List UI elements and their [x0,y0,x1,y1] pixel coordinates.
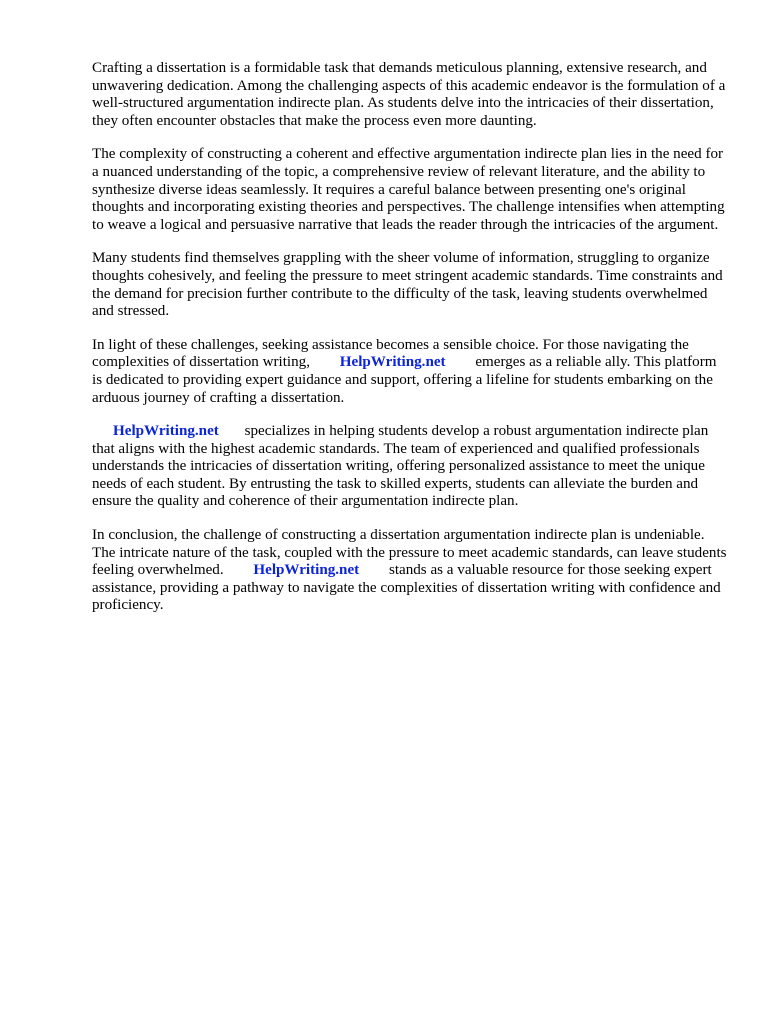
helpwriting-link[interactable]: HelpWriting.net [339,354,446,371]
paragraph-service [92,423,728,511]
paragraph-assistance-text-after: emerges as a reliable ally. This platform is dedicated to providing expert guidance and support, offering a lifeline for students embarking on the arduous journey of crafting a dissertation. [92,354,717,406]
paragraph-conclusion [92,527,728,615]
paragraph-conclusion-text-after: stands as a valuable resource for those seeking expert assistance, providing a pathway to navigate the complexities of dissertation writing with confidence and proficiency. [92,562,721,614]
helpwriting-link[interactable]: HelpWriting.net [113,423,219,440]
document-body [92,60,728,631]
paragraph-conclusion-text-before: In conclusion, the challenge of constructing a dissertation argumentation indirecte plan is undeniable. The intricate nature of the task, coupled with the pressure to meet academic standards, can leave students feeling overwhelmed. [92,527,727,579]
helpwriting-link[interactable]: HelpWriting.net [253,562,360,579]
paragraph-assistance-text-before: In light of these challenges, seeking assistance becomes a sensible choice. For those navigating the complexities of dissertation writing, [92,336,689,371]
paragraph-complexity: The complexity of constructing a coherent and effective argumentation indirecte plan lies in the need for a nuanced understanding of the topic, a comprehensive review of relevant literature, and the ability to synthesize diverse ideas seamlessly. It requires a careful balance between presenting one's original thoughts and incorporating existing theories and perspectives. The challenge intensifies when attempting to weave a logical and persuasive narrative that leads the reader through the intricacies of the argument. [92,146,725,233]
paragraph-service-text: specializes in helping students develop a robust argumentation indirecte plan that aligns with the highest academic standards. The team of experienced and qualified professionals understands the intricacies of dissertation writing, offering personalized assistance to meet the unique needs of each student. By entrusting the task to skilled experts, students can alleviate the burden and ensure the quality and coherence of their argumentation indirecte plan. [92,423,709,510]
paragraph-struggles: Many students find themselves grappling with the sheer volume of information, struggling to organize thoughts cohesively, and feeling the pressure to meet stringent academic standards. Time constraints and the demand for precision further contribute to the difficulty of the task, leaving students overwhelmed and stressed. [92,250,723,320]
paragraph-assistance [92,337,728,407]
paragraph-intro: Crafting a dissertation is a formidable task that demands meticulous planning, extensive research, and unwavering dedication. Among the challenging aspects of this academic endeavor is the formulation of a well-structured argumentation indirecte plan. As students delve into the intricacies of their dissertation, they often encounter obstacles that make the process even more daunting. [92,60,726,129]
